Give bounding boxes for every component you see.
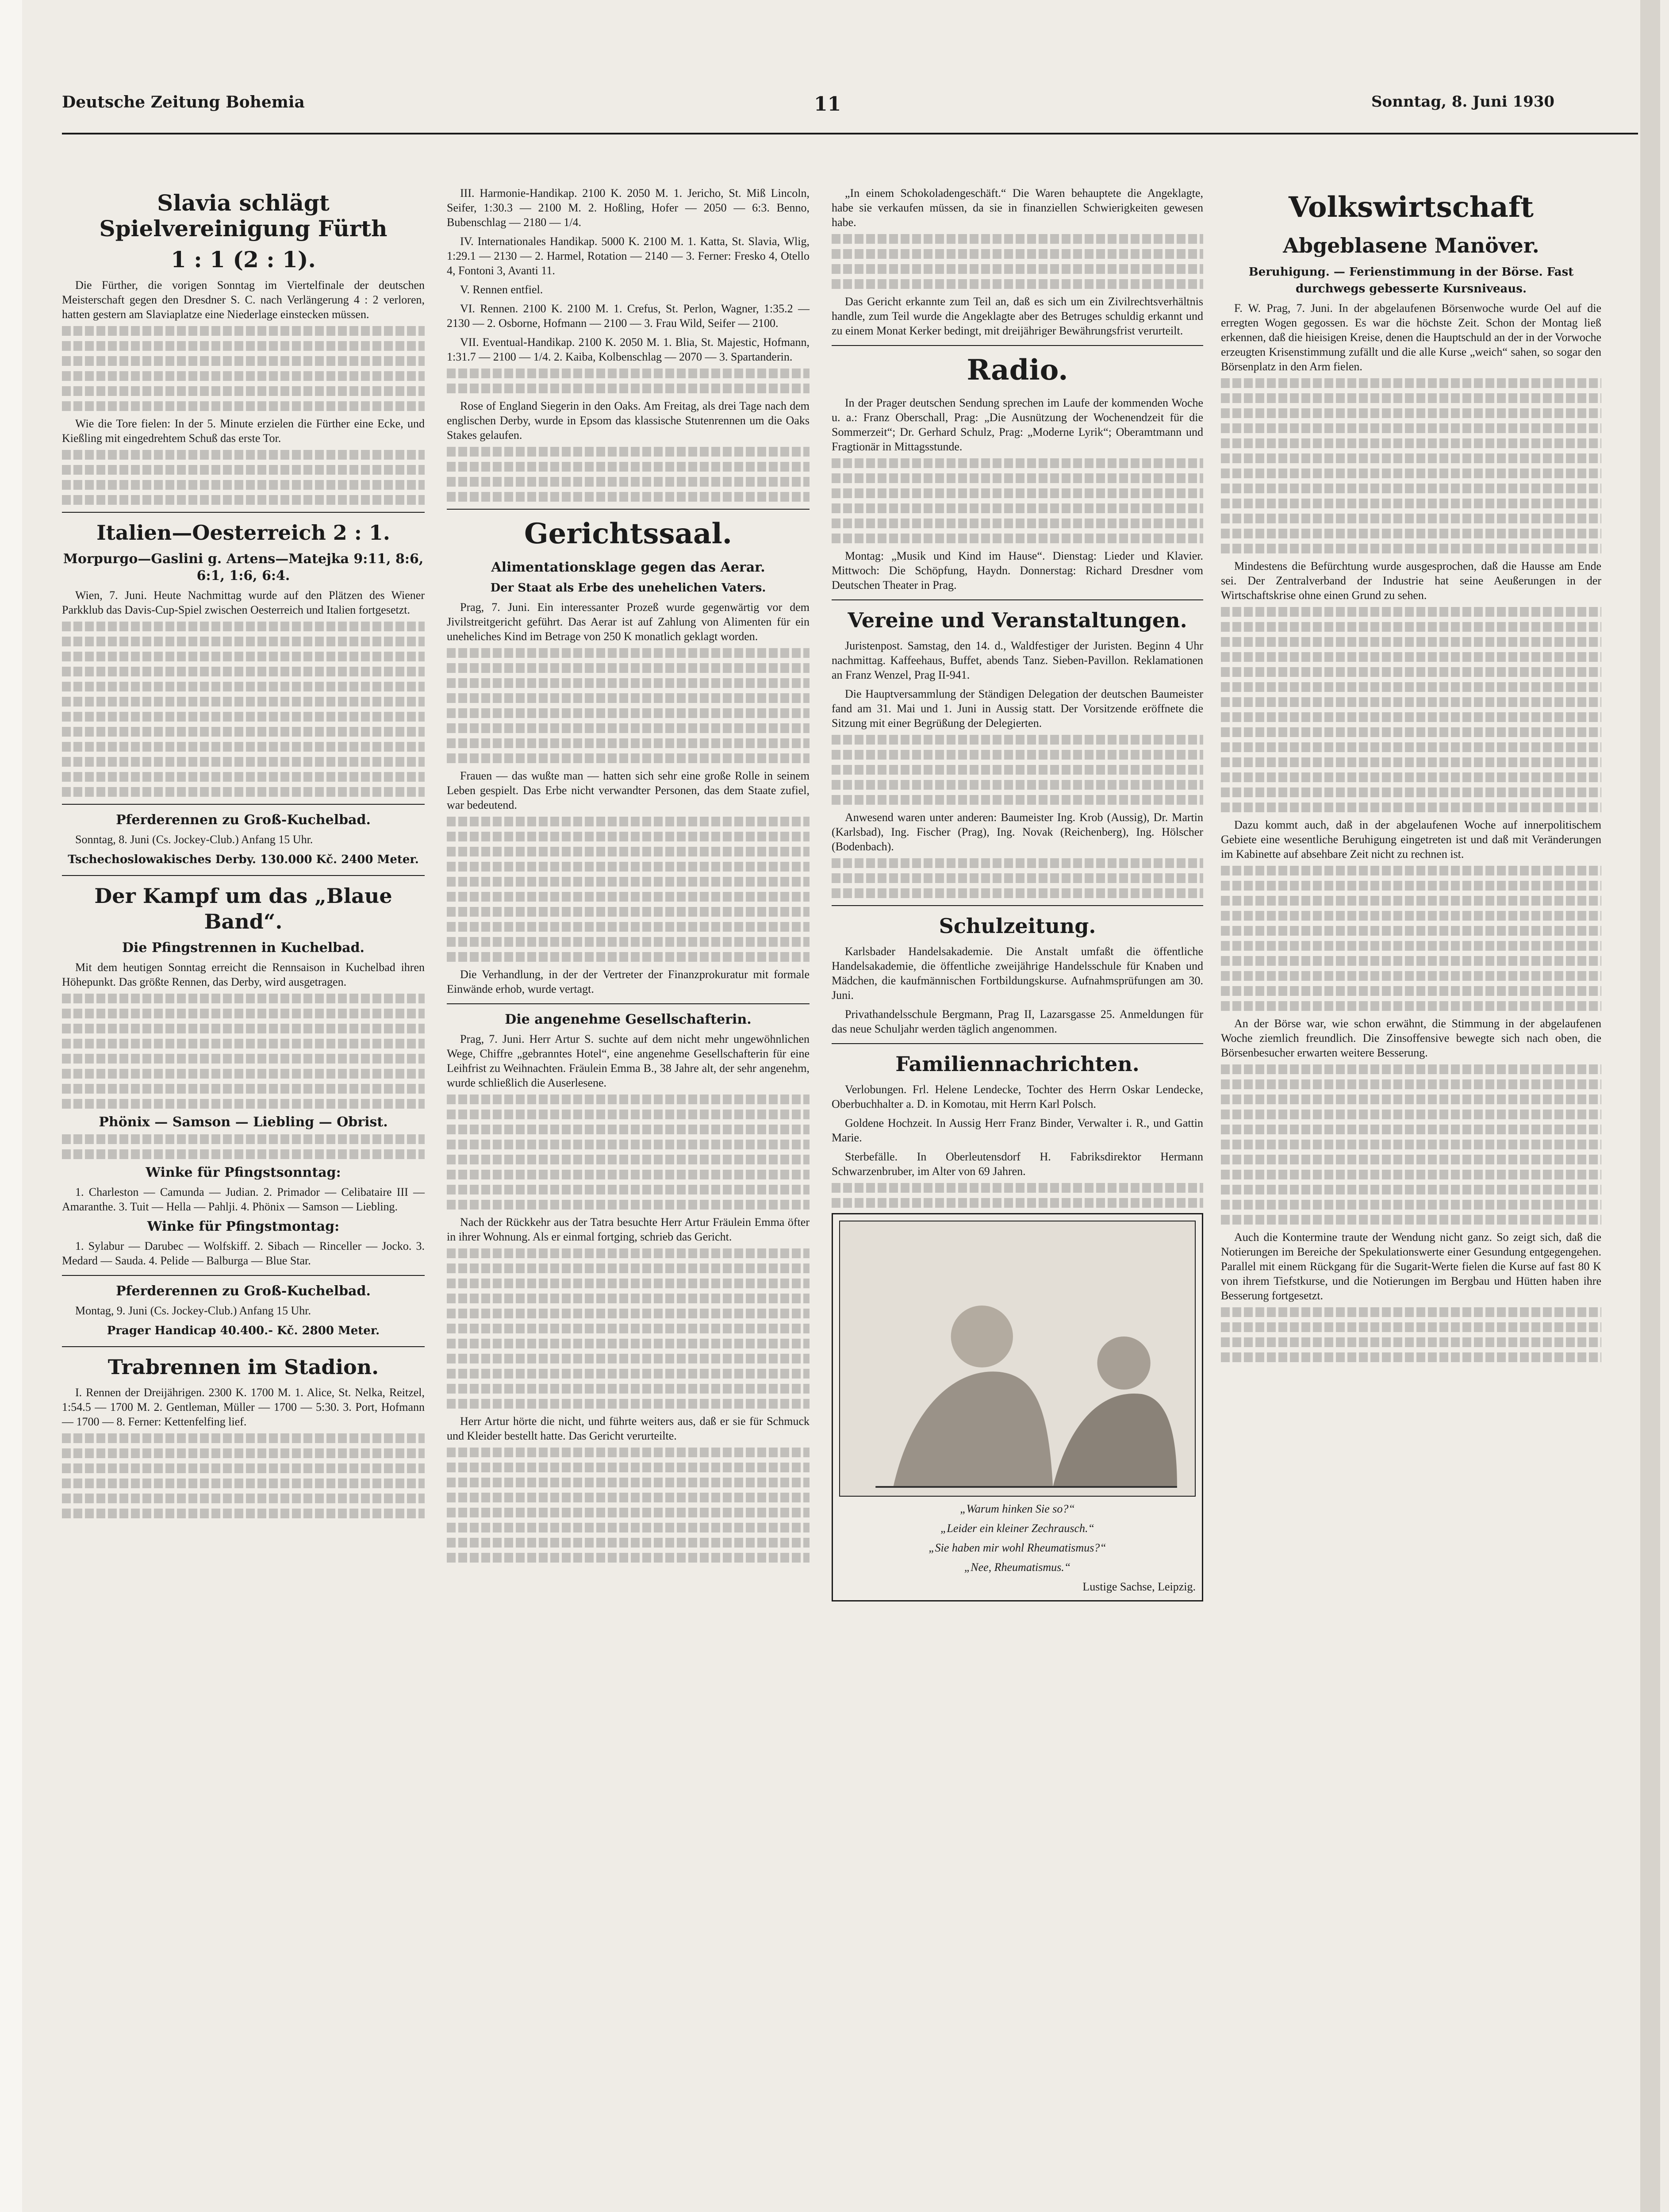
cartoon-caption: „Warum hinken Sie so?“ [960,1502,1075,1515]
article-paragraph: Montag: „Musik und Kind im Hause“. Dienstag: Lieder und Klavier. Mittwoch: Die Schöpfung, Haydn. Donnerstag: Richard Dresdner vom Deutschen Theater in Prag. [832,549,1203,591]
section-divider [832,905,1203,906]
cartoon-illustration [839,1221,1196,1497]
page-left-margin [0,0,22,2212]
race-handicap: Prager Handicap 40.400.- Kč. 2800 Meter. [107,1324,380,1337]
article-paragraph: Herr Artur hörte die nicht, und führte weiters aus, daß er sie für Schmuck und Kleider bestellt hatte. Das Gericht verurteilte. [447,1415,810,1442]
article-paragraph: Juristenpost. Samstag, den 14. d., Waldfestiger der Juristen. Beginn 4 Uhr nachmittag. Kaffeehaus, Buffet, abends Tanz. Sieben-Pavillon. Reklamationen an Franz Wenzel, Prag II-941. [832,639,1203,681]
cartoon-credit: Lustige Sachse, Leipzig. [1082,1580,1196,1593]
column-4 [1221,186,1601,1367]
race-title: Pferderennen zu Groß-Kuchelbad. [116,1283,371,1299]
article-paragraph: Das Gericht erkannte zum Teil an, daß es sich um ein Zivilrechtsverhältnis handle, zum Teil wurde die Angeklagte aber des Betruges schuldig erkannt und zu einem Monat Kerker bedingt, mit dreijähriger Bewährungsfrist verurteilt. [832,295,1203,337]
article-subtitle: Morpurgo—Gaslini g. Artens—Matejka 9:11, 8:6, 6:1, 1:6, 6:4. [63,551,424,584]
race-result: IV. Internationales Handikap. 5000 K. 2100 M. 1. Katta, St. Slavia, Wlig, 1:29.1 — 2130 — 2. Harmel, Rotation — 2140 — 3. Ferner: Fresko 4, Otello 4, Fontoni 3, Avanti 11. [447,235,810,277]
article-paragraph: Die Verhandlung, in der der Vertreter der Finanzprokuratur mit formale Einwände erhob, wurde vertagt. [447,968,810,995]
article-paragraph: Karlsbader Handelsakademie. Die Anstalt umfaßt die öffentliche Handelsakademie, die öffentliche zweijährige Handelsschule für Knaben und Mädchen, die kaufmännischen Fortbildungskurse. Aufnahmsprüfungen am 30. Juni. [832,945,1203,1002]
article-paragraph: Goldene Hochzeit. In Aussig Herr Franz Binder, Verwalter i. R., und Gattin Marie. [832,1117,1203,1144]
article-subtitle: Die Pfingstrennen in Kuchelbad. [122,940,364,956]
column-2 [447,186,810,1568]
cartoon-box [832,1213,1203,1601]
article-paragraph: An der Börse war, wie schon erwähnt, die Stimmung in der abgelaufenen Woche ziemlich freundlich. Die Zinsoffensive bewegte sich nach oben, die Börsenbesucher erwarten weitere Besserung. [1221,1017,1601,1059]
section-title-court: Gerichtssaal. [524,517,733,550]
article-paragraph: Verlobungen. Frl. Helene Lendecke, Tochter des Herrn Oskar Lendecke, Oberbuchhalter a. D. in Komotau, mit Herrn Karl Polsch. [832,1083,1203,1110]
article-paragraph: Prag, 7. Juni. Herr Artur S. suchte auf dem nicht mehr ungewöhnlichen Wege, Chiffre „gebranntes Hotel“, eine angenehme Gesellschafterin für eine Leihfrist zu Weihnachten. Fräulein Emma B., 38 Jahre alt, der sehr angenehm, wurde schließlich die Auserlesene. [447,1033,810,1089]
article-paragraph: Dazu kommt auch, daß in der abgelaufenen Woche auf innerpolitischem Gebiete eine wesentliche Beruhigung eingetreten ist und daß mit Veränderungen im Kabinette auf absehbare Zeit nicht zu rechnen ist. [1221,818,1601,860]
article-paragraph: Frauen — das wußte man — hatten sich sehr eine große Rolle in seinem Leben gespielt. Das Erbe nicht verwandter Personen, das dem Staate zufiel, war bedeutend. [447,769,810,811]
article-paragraph: Prag, 7. Juni. Ein interessanter Prozeß wurde gegenwärtig vor dem Jivilstreitgericht geführt. Das Aerar ist auf Zahlung von Alimenten für ein uneheliches Kind im Betrage von 250 K monatlich geklagt worden. [447,601,810,643]
race-title: Pferderennen zu Groß-Kuchelbad. [116,812,371,828]
article-score: 1 : 1 (2 : 1). [171,246,316,273]
paper-name: Deutsche Zeitung Bohemia [62,93,305,111]
article-paragraph: I. Rennen der Dreijährigen. 2300 K. 1700 M. 1. Alice, St. Nelka, Reitzel, 1:54.5 — 1700 M. 2. Gentleman, Müller — 1700 — 5:30. 3. Port, Hofmann — 1700 — 8. Ferner: Kettenfelfing lief. [62,1386,425,1428]
article-title: Trabrennen im Stadion. [107,1355,379,1379]
article-paragraph: Die Hauptversammlung der Ständigen Delegation der deutschen Baumeister fand am 31. Mai und 1. Juni in Aussig statt. Der Vorsitzende eröffnete die Sitzung mit einer Begrüßung der Delegierten. [832,687,1203,730]
section-divider [62,875,425,876]
cartoon-caption: „Leider ein kleiner Zechrausch.“ [940,1522,1095,1535]
article-title: Alimentationsklage gegen das Aerar. [491,560,765,575]
tips-list: 1. Charleston — Camunda — Judian. 2. Primador — Celibataire III — Amaranthe. 3. Tuit — Hella — Pahlji. 4. Phönix — Samson — Liebling. [62,1186,425,1213]
race-combination: Phönix — Samson — Liebling — Obrist. [99,1114,388,1130]
page-number: 11 [814,93,841,115]
article-paragraph: Privathandelsschule Bergmann, Prag II, Lazarsgasse 25. Anmeldungen für das neue Schuljahr werden täglich angenommen. [832,1008,1203,1035]
issue-date: Sonntag, 8. Juni 1930 [1371,93,1555,111]
tips-list: 1. Sylabur — Darubec — Wolfskiff. 2. Sibach — Rinceller — Jocko. 3. Medard — Sauda. 4. Pelide — Balburga — Blue Star. [62,1240,425,1267]
article-paragraph: Wien, 7. Juni. Heute Nachmittag wurde auf den Plätzen des Wiener Parkklub das Davis-Cup-Spiel zwischen Oesterreich und Italien fortgesetzt. [62,589,425,616]
section-divider [62,804,425,805]
race-result: III. Harmonie-Handikap. 2100 K. 2050 M. 1. Jericho, St. Miß Lincoln, Seifer, 1:30.3 — 2100 M. 2. Hoßling, Hofer — 2050 — 6:3. Benno, Bubenschlag — 2180 — 1/4. [447,187,810,229]
article-title: Der Kampf um das „Blaue Band“. [94,884,392,933]
race-result: V. Rennen entfiel. [460,283,543,296]
article-paragraph: Mindestens die Befürchtung wurde ausgesprochen, daß die Hausse am Ende sei. Der Zentralverband der Industrie hat seine Aeußerungen in der Wirtschaftskrise ohne einen Grund zu sehen. [1221,560,1601,602]
article-paragraph: Wie die Tore fielen: In der 5. Minute erzielen die Fürther eine Ecke, und Kießling mit eingedrehtem Schuß das erste Tor. [62,417,425,445]
column-3 [832,186,1203,1601]
race-info: Montag, 9. Juni (Cs. Jockey-Club.) Anfang 15 Uhr. [75,1304,311,1317]
section-divider [62,1346,425,1347]
tips-title: Winke für Pfingstmontag: [147,1219,340,1234]
section-divider [447,509,810,510]
page-right-margin [1640,0,1660,2212]
cartoon-caption: „Nee, Rheumatismus.“ [964,1561,1071,1574]
tips-title: Winke für Pfingstsonntag: [146,1165,341,1180]
race-info: Sonntag, 8. Juni (Cs. Jockey-Club.) Anfang 15 Uhr. [75,833,313,846]
article-subtitle: Beruhigung. — Ferienstimmung in der Börse. Fast durchwegs gebesserte Kursniveaus. [1248,265,1574,296]
column-1 [62,186,425,1524]
article-title: Die angenehme Gesellschafterin. [505,1012,752,1027]
section-divider [62,1275,425,1276]
section-divider [832,345,1203,346]
header-rule [62,133,1638,134]
article-paragraph: Anwesend waren unter anderen: Baumeister Ing. Krob (Aussig), Dr. Martin (Karlsbad), Ing. Fischer (Prag), Ing. Novak (Reichenberg), Ing. Hölscher (Bodenbach). [832,811,1203,853]
cartoon-caption: „Sie haben mir wohl Rheumatismus?“ [929,1541,1106,1554]
section-divider [832,1043,1203,1044]
article-paragraph: Nach der Rückkehr aus der Tatra besuchte Herr Artur Fräulein Emma öfter in ihrer Wohnung. Als er einmal fortging, schrieb das Gericht. [447,1216,810,1243]
section-divider [447,1003,810,1004]
section-divider [832,599,1203,600]
race-result: VII. Eventual-Handikap. 2100 K. 2050 M. 1. Blia, St. Majestic, Hofmann, 1:31.7 — 2100 — 1/4. 2. Kaiba, Kolbenschlag — 2070 — 3. Spartanderin. [447,336,810,363]
article-title: Italien—Oesterreich 2 : 1. [96,521,390,545]
article-paragraph: Rose of England Siegerin in den Oaks. Am Freitag, als drei Tage nach dem englischen Derby, wurde in Epsom das klassische Stutenrennen um die Oaks Stakes gelaufen. [447,399,810,442]
race-derby: Tschechoslowakisches Derby. 130.000 Kč. 2400 Meter. [68,853,419,866]
article-paragraph: F. W. Prag, 7. Juni. In der abgelaufenen Börsenwoche wurde Oel auf die erregten Wogen gegossen. Es war die höchste Zeit. Schon der Montag ließ erkennen, daß die hieisigen Kreise, denen die Hauptschuld an der in der Vorwoche erzeugten Krisenstimmung zufällt und die alle Kurse „weich“ sahen, so sogar den Börsenplatz in den Arm fielen. [1221,302,1601,373]
article-paragraph: Die Fürther, die vorigen Sonntag im Viertelfinale der deutschen Meisterschaft gegen den Dresdner S. C. nach Verlängerung 4 : 2 verloren, hatten gestern am Slaviaplatze eine Niederlage einstecken müssen. [62,279,425,321]
article-paragraph: Sterbefälle. In Oberleutensdorf H. Fabriksdirektor Hermann Schwarzenbruber, im Alter von 69 Jahren. [832,1150,1203,1178]
article-paragraph: „In einem Schokoladengeschäft.“ Die Waren behauptete die Angeklagte, habe sie verkaufen müssen, da sie in finanziellen Schwierigkeiten gewesen habe. [832,187,1203,229]
section-title-events: Vereine und Veranstaltungen. [848,608,1187,632]
race-result: VI. Rennen. 2100 K. 2100 M. 1. Crefus, St. Perlon, Wagner, 1:35.2 — 2130 — 2. Osborne, Hofmann — 2100 — 3. Frau Wild, Seifer — 2100. [447,302,810,330]
article-subtitle: Der Staat als Erbe des unehelichen Vaters. [490,581,766,595]
article-paragraph: In der Prager deutschen Sendung sprechen im Laufe der kommenden Woche u. a.: Franz Oberschall, Prag: „Die Ausnützung der Wochenendzeit für die Sommerzeit“; Dr. Gerhard Schulz, Prag: „Moderne Lyrik“; Oberamtmann und Fragtionär in Mittagsstunde. [832,396,1203,453]
article-paragraph: Auch die Kontermine traute der Wendung nicht ganz. So zeigt sich, daß die Notierungen im Bereiche der Spekulationswerte einer Gesundung entgegengehen. Parallel mit einem Rückgang für die Sugarit-Werte fielen die Kurse auf fast 80 K von ihrem Tiefstkurse, und die Notierungen im Bergbau und Hütten haben ihre Besserung fortgesetzt. [1221,1231,1601,1302]
section-title-family: Familiennachrichten. [895,1052,1140,1076]
article-title: Slavia schlägt Spielvereinigung Fürth [99,190,388,242]
article-title: Abgeblasene Manöver. [1283,234,1539,257]
section-title-economy: Volkswirtschaft [1289,191,1534,224]
article-paragraph: Mit dem heutigen Sonntag erreicht die Rennsaison in Kuchelbad ihren Höhepunkt. Das größte Rennen, das Derby, wird ausgetragen. [62,961,425,988]
section-title-radio: Radio. [967,353,1068,387]
section-divider [62,512,425,513]
section-title-school: Schulzeitung. [939,914,1096,938]
